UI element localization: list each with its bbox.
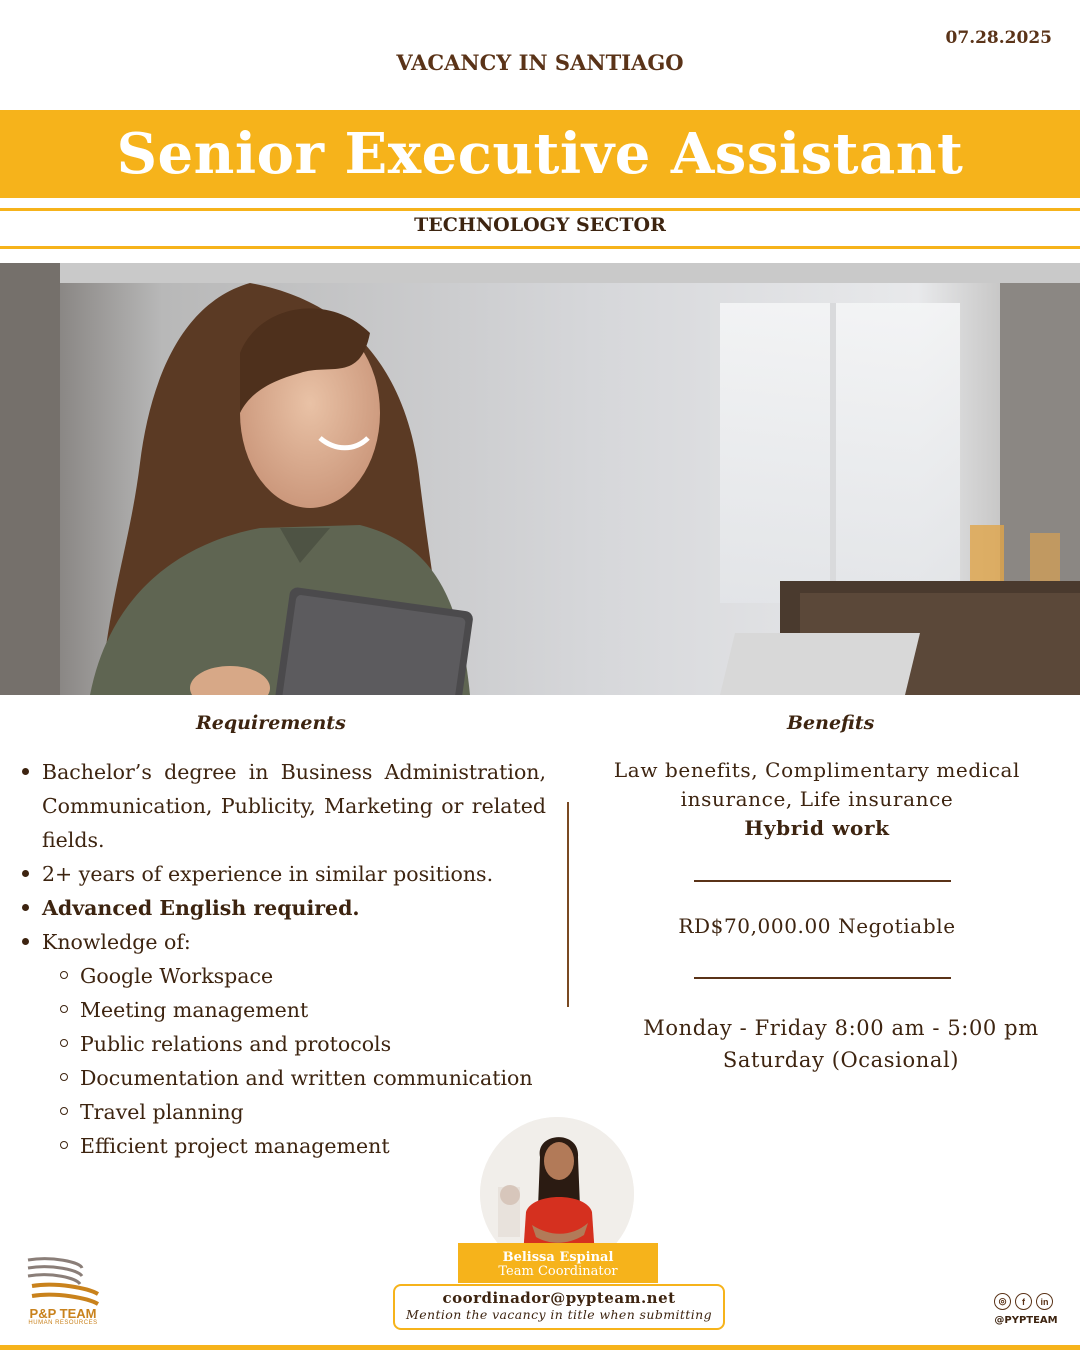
benefits-text: Law benefits, Complimentary medical insurance, Life insurance xyxy=(613,758,1021,811)
requirement-knowledge xyxy=(22,925,546,1163)
requirement-english: Advanced English required. xyxy=(22,891,546,925)
schedule-saturday: Saturday (Ocasional) xyxy=(722,1048,960,1072)
job-title: Senior Executive Assistant xyxy=(116,121,964,187)
knowledge-item: Public relations and protocols xyxy=(60,1027,546,1061)
vacancy-location: VACANCY IN SANTIAGO xyxy=(396,50,684,75)
contact-box xyxy=(393,1284,725,1330)
contact-email[interactable]: coordinador@pypteam.net xyxy=(442,1289,676,1307)
salary: RD$70,000.00 Negotiable xyxy=(678,914,956,938)
knowledge-item: Travel planning xyxy=(60,1095,546,1129)
social-links xyxy=(994,1293,1060,1313)
title-banner xyxy=(0,110,1080,198)
requirement-degree: Bachelor’s degree in Business Administration, Communication, Publicity, Marketing or related fields. xyxy=(22,755,546,857)
sector-label: TECHNOLOGY SECTOR xyxy=(414,214,666,236)
logo-mark-icon xyxy=(22,1254,104,1306)
benefits-hybrid: Hybrid work xyxy=(744,816,890,840)
hero-photo xyxy=(0,263,1080,695)
benefits-divider xyxy=(694,880,951,882)
knowledge-label: Knowledge of: xyxy=(42,930,191,954)
requirement-experience: 2+ years of experience in similar positions. xyxy=(22,857,546,891)
knowledge-item: Google Workspace xyxy=(60,959,546,993)
benefits-block xyxy=(600,756,1034,843)
knowledge-item: Documentation and written communication xyxy=(60,1061,546,1095)
logo-name: P&P TEAM xyxy=(29,1306,97,1321)
social-handle: @PYPTEAM xyxy=(994,1315,1058,1326)
coordinator-tag xyxy=(458,1243,658,1283)
benefits-heading: Benefits xyxy=(787,712,875,734)
facebook-icon[interactable]: f xyxy=(1015,1293,1032,1310)
linkedin-icon[interactable]: in xyxy=(1036,1293,1053,1310)
company-logo xyxy=(22,1254,104,1330)
coordinator-role: Team Coordinator xyxy=(498,1264,618,1279)
salary-divider xyxy=(694,977,951,979)
bottom-border xyxy=(0,1345,1080,1350)
column-divider xyxy=(567,802,569,1007)
divider-bottom xyxy=(0,246,1080,249)
logo-tagline: HUMAN RESOURCES xyxy=(28,1320,98,1326)
schedule xyxy=(630,1012,1052,1076)
requirements-heading: Requirements xyxy=(196,712,346,734)
knowledge-list xyxy=(42,959,546,1163)
instagram-icon[interactable]: ◎ xyxy=(994,1293,1011,1310)
submission-note: Mention the vacancy in title when submitting xyxy=(406,1307,712,1322)
knowledge-item: Efficient project management xyxy=(60,1129,546,1163)
requirements-list xyxy=(22,755,546,1163)
coordinator-name: Belissa Espinal xyxy=(502,1250,614,1265)
divider-top xyxy=(0,208,1080,211)
schedule-weekdays: Monday - Friday 8:00 am - 5:00 pm xyxy=(643,1016,1039,1040)
knowledge-item: Meeting management xyxy=(60,993,546,1027)
posting-date: 07.28.2025 xyxy=(945,28,1052,48)
